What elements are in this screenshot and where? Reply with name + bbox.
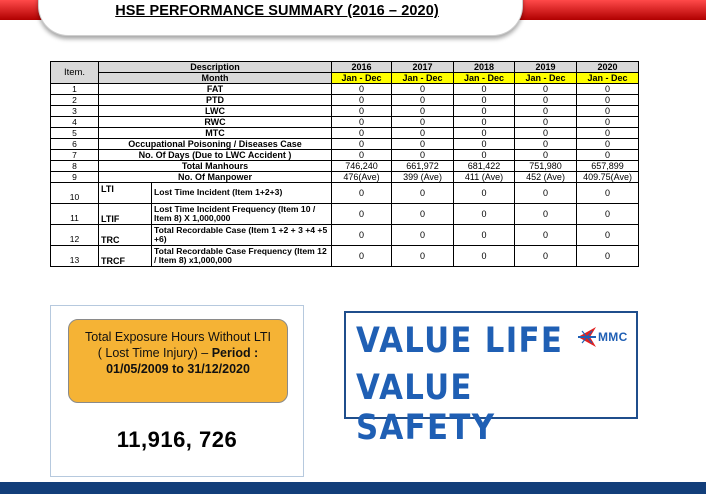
value-cell: 0 [454,128,515,139]
value-cell: 0 [332,128,392,139]
value-cell: 0 [392,150,454,161]
item-number-cell: 2 [51,95,99,106]
value-cell: 0 [392,183,454,204]
item-number-cell: 12 [51,225,99,246]
table-row [51,84,639,95]
table-row [51,106,639,117]
value-cell: 409.75(Ave) [577,172,639,183]
value-cell: 746,240 [332,161,392,172]
item-number-cell: 13 [51,246,99,267]
hse-summary-table [50,61,639,267]
row-label-cell: MTC [99,128,332,139]
item-number-cell: 1 [51,84,99,95]
value-cell: 0 [577,84,639,95]
value-cell: 0 [332,204,392,225]
table-row [51,225,639,246]
value-cell: 0 [515,183,577,204]
value-cell: 0 [454,106,515,117]
item-number-cell: 11 [51,204,99,225]
exposure-period-range: 01/05/2009 to 31/12/2020 [106,362,250,376]
metric-definition-cell: Total Recordable Case (Item 1 +2 + 3 +4 +5 +6) [152,225,332,246]
value-cell: 0 [392,246,454,267]
value-cell: 0 [454,95,515,106]
year-header: 2020 [577,62,639,73]
table-row [51,139,639,150]
item-number-cell: 9 [51,172,99,183]
metric-definition-cell: Lost Time Incident Frequency (Item 10 / Item 8) X 1,000,000 [152,204,332,225]
exposure-panel [50,305,304,477]
value-cell: 0 [577,128,639,139]
mmc-logo [576,325,636,351]
table-row [51,150,639,161]
row-label-cell: FAT [99,84,332,95]
item-number-cell: 7 [51,150,99,161]
exposure-period-label: Period : [211,346,259,360]
value-cell: 0 [392,84,454,95]
item-number-cell: 6 [51,139,99,150]
value-cell: 0 [577,95,639,106]
metric-definition-cell: Lost Time Incident (Item 1+2+3) [152,183,332,204]
value-cell: 657,899 [577,161,639,172]
value-cell: 0 [454,246,515,267]
value-cell: 0 [332,246,392,267]
value-cell: 0 [332,139,392,150]
metric-rows [51,183,639,267]
value-cell: 0 [392,204,454,225]
value-cell: 0 [332,225,392,246]
value-cell: 0 [392,139,454,150]
value-cell: 0 [332,183,392,204]
value-cell: 0 [577,225,639,246]
exposure-hours-value: 11,916, 726 [116,427,238,452]
month-range-cell: Jan - Dec [392,73,454,84]
exposure-line-2 [69,345,287,361]
table-row [51,183,639,204]
year-header: 2019 [515,62,577,73]
item-number-cell: 5 [51,128,99,139]
year-header: 2016 [332,62,392,73]
value-cell: 0 [454,150,515,161]
row-label-cell: No. Of Manpower [99,172,332,183]
page-title: HSE PERFORMANCE SUMMARY (2016 – 2020) [115,3,439,19]
value-cell: 0 [332,117,392,128]
value-cell: 0 [577,139,639,150]
value-cell: 0 [454,204,515,225]
row-label-cell: PTD [99,95,332,106]
mmc-arrow-logo-icon [576,325,598,349]
value-cell: 0 [515,150,577,161]
row-label-cell: No. Of Days (Due to LWC Accident ) [99,150,332,161]
metric-code-cell: TRCF [99,246,152,267]
simple-rows [51,84,639,183]
item-header: Item. [51,62,99,84]
value-cell: 0 [392,106,454,117]
value-cell: 0 [577,246,639,267]
exposure-card [68,319,288,403]
value-cell: 0 [392,117,454,128]
value-cell: 0 [392,128,454,139]
value-cell: 0 [515,117,577,128]
metric-code-cell: TRC [99,225,152,246]
value-cell: 0 [515,95,577,106]
item-number-cell: 3 [51,106,99,117]
value-cell: 0 [332,106,392,117]
value-cell: 0 [515,106,577,117]
slogan-line-2: VALUE SAFETY [356,368,496,448]
value-cell: 0 [454,225,515,246]
value-cell: 0 [454,84,515,95]
value-cell: 0 [332,95,392,106]
value-cell: 0 [515,128,577,139]
table-row [51,128,639,139]
value-cell: 0 [515,84,577,95]
item-number-cell: 4 [51,117,99,128]
value-cell: 0 [577,204,639,225]
row-label-cell: LWC [99,106,332,117]
value-cell: 0 [454,139,515,150]
header-band-right [500,0,706,20]
metric-code-cell: LTI [99,183,152,204]
row-label-cell: Occupational Poisoning / Diseases Case [99,139,332,150]
exposure-line-1: Total Exposure Hours Without LTI [85,330,271,344]
row-label-cell: Total Manhours [99,161,332,172]
value-cell: 0 [577,117,639,128]
item-number-cell: 10 [51,183,99,204]
description-header: Description [99,62,332,73]
month-range-cell: Jan - Dec [332,73,392,84]
metric-code-cell: LTIF [99,204,152,225]
year-header: 2018 [454,62,515,73]
item-number-cell: 8 [51,161,99,172]
value-cell: 661,972 [392,161,454,172]
table-row [51,204,639,225]
value-cell: 452 (Ave) [515,172,577,183]
value-cell: 0 [515,204,577,225]
value-cell: 751,980 [515,161,577,172]
table-row [51,246,639,267]
table-row [51,161,639,172]
value-cell: 0 [454,117,515,128]
value-cell: 411 (Ave) [454,172,515,183]
table-row [51,95,639,106]
value-cell: 0 [515,246,577,267]
row-label-cell: RWC [99,117,332,128]
slogan-banner [344,311,638,448]
month-label: Month [99,73,332,84]
table-row [51,117,639,128]
value-cell: 0 [392,95,454,106]
footer-bar [0,482,706,494]
year-header: 2017 [392,62,454,73]
mmc-logo-text: MMC [598,330,628,344]
value-cell: 681,422 [454,161,515,172]
value-cell: 0 [577,150,639,161]
slogan-line-1: VALUE LIFE [356,321,564,361]
value-cell: 0 [515,225,577,246]
table-row [51,172,639,183]
value-cell: 0 [577,106,639,117]
value-cell: 0 [392,225,454,246]
value-cell: 399 (Ave) [392,172,454,183]
value-cell: 0 [332,150,392,161]
metric-definition-cell: Total Recordable Case Frequency (Item 12 / Item 8) x1,000,000 [152,246,332,267]
month-range-cell: Jan - Dec [454,73,515,84]
value-cell: 0 [332,84,392,95]
month-range-cell: Jan - Dec [515,73,577,84]
value-cell: 476(Ave) [332,172,392,183]
exposure-line-2-prefix: ( Lost Time Injury) – [97,346,212,360]
value-cell: 0 [454,183,515,204]
month-range-cell: Jan - Dec [577,73,639,84]
value-cell: 0 [515,139,577,150]
value-cell: 0 [577,183,639,204]
